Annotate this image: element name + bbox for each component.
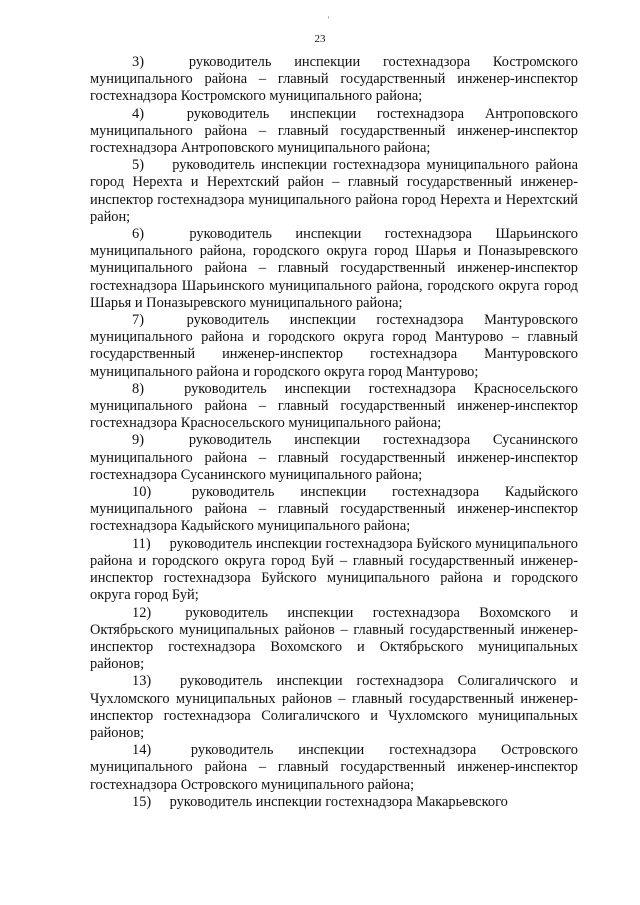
item-number: 9)	[132, 432, 144, 449]
list-item	[90, 106, 578, 158]
item-text: руководитель инспекции гостехнадзора Кадыйского муниципального района – главный государственный инженер-инспектор гостехнадзора Кадыйского муниципального района;	[90, 484, 578, 535]
item-text: руководитель инспекции гостехнадзора Красносельского муниципального района – главный государственный инженер-инспектор гостехнадзора Красносельского муниципального района;	[90, 380, 578, 432]
item-text: руководитель инспекции гостехнадзора Костромского муниципального района – главный государственный инженер-инспектор гостехнадзора Костромского муниципального района;	[90, 54, 578, 105]
list-item	[90, 432, 578, 484]
list-item	[90, 226, 578, 312]
item-text: руководитель инспекции гостехнадзора Солигаличского и Чухломского муниципальных районов – главный государственный инженер-инспектор гостехнадзора Солигаличского и Чухломского муниципальных районов;	[90, 673, 578, 741]
item-text: руководитель инспекции гостехнадзора Буйского муниципального района и городского округа город Буй – главный государственный инженер-инспектор гостехнадзора Буйского муниципального района и городского округа город Буй;	[90, 535, 578, 604]
item-number: 3)	[132, 54, 144, 70]
item-text: руководитель инспекции гостехнадзора Сусанинского муниципального района – главный государственный инженер-инспектор гостехнадзора Сусанинского муниципального района;	[90, 432, 578, 483]
item-number: 8)	[132, 380, 144, 397]
list-item	[90, 536, 578, 605]
item-number: 13)	[132, 673, 152, 690]
list-item	[90, 381, 578, 433]
list-item	[90, 484, 578, 536]
item-number: 14)	[132, 742, 152, 759]
item-text: руководитель инспекции гостехнадзора Вохомского и Октябрьского муниципальных районов – главный государственный инженер-инспектор гостехнадзора Вохомского и Октябрьского муниципальных районов;	[90, 604, 578, 673]
list-item	[90, 742, 578, 794]
list-item	[90, 673, 578, 742]
item-text: руководитель инспекции гостехнадзора муниципального района город Нерехта и Нерехтский район – главный государственный инженер-инспектор гостехнадзора муниципального района город Нерехта и Нерехтский район;	[90, 157, 578, 225]
item-text: руководитель инспекции гостехнадзора Шарьинского муниципального района, городского округа город Шарья и Поназыревского муниципального района – главный государственный инженер-инспектор гостехнадзора Шарьинского муниципального района, городского округа город Шарья и Поназыревского муниципального района;	[90, 226, 578, 311]
page-mark: '	[328, 15, 330, 24]
item-number: 4)	[132, 105, 144, 122]
list-item	[90, 605, 578, 674]
item-number: 6)	[132, 226, 144, 243]
list-item	[90, 54, 578, 106]
item-text: руководитель инспекции гостехнадзора Островского муниципального района – главный государственный инженер-инспектор гостехнадзора Островского муниципального района;	[90, 742, 578, 793]
list-item	[90, 794, 578, 811]
document-body	[90, 54, 578, 811]
item-text: руководитель инспекции гостехнадзора Антроповского муниципального района – главный государственный инженер-инспектор гостехнадзора Антроповского муниципального района;	[90, 105, 578, 157]
item-text: руководитель инспекции гостехнадзора Макарьевского	[169, 793, 508, 810]
item-number: 12)	[132, 604, 152, 621]
list-item	[90, 312, 578, 381]
item-number: 15)	[132, 793, 152, 810]
item-text: руководитель инспекции гостехнадзора Мантуровского муниципального района и городского округа город Мантурово – главный государственный инженер-инспектор гостехнадзора Мантуровского муниципального района и городского округа город Мантурово;	[90, 312, 578, 380]
item-number: 7)	[132, 312, 144, 329]
item-number: 11)	[132, 535, 151, 552]
item-number: 10)	[132, 484, 152, 501]
item-number: 5)	[132, 157, 144, 174]
list-item	[90, 157, 578, 226]
page-number: 23	[314, 33, 326, 45]
